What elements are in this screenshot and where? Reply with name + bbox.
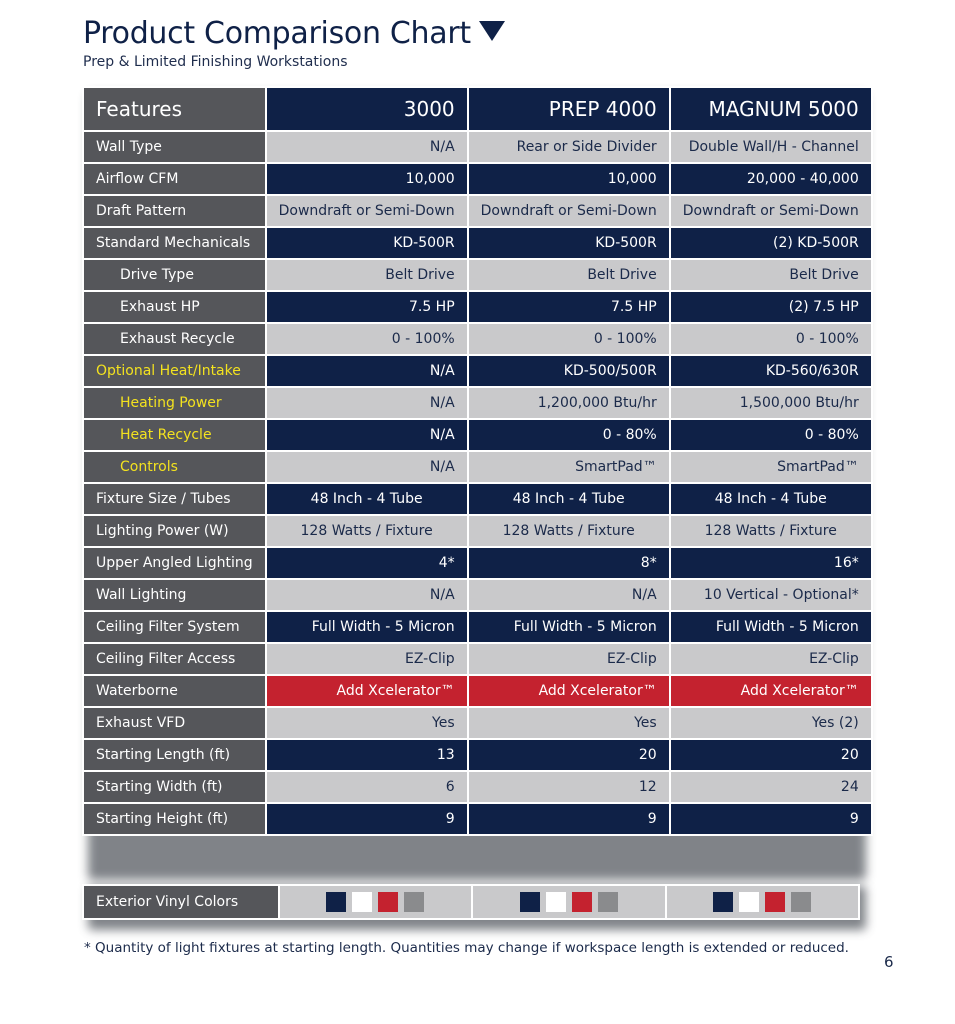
row-value: Yes (2) [670,707,872,739]
vinyl-colors-table-wrap [82,884,860,920]
row-value: N/A [266,579,468,611]
row-label: Airflow CFM [83,163,266,195]
vinyl-colors-table [82,884,860,920]
row-value: Belt Drive [670,259,872,291]
row-label: Draft Pattern [83,195,266,227]
row-value: 20,000 - 40,000 [670,163,872,195]
table-row [83,707,872,739]
row-label: Exhaust HP [83,291,266,323]
row-value: N/A [266,387,468,419]
row-value: 9 [468,803,670,835]
row-value: 9 [266,803,468,835]
page-number: 6 [884,953,894,971]
color-swatch [378,892,398,912]
color-swatch [572,892,592,912]
color-swatch [598,892,618,912]
row-value: Full Width - 5 Micron [468,611,670,643]
color-swatch [546,892,566,912]
row-label: Exhaust VFD [83,707,266,739]
row-value: N/A [266,131,468,163]
row-value: SmartPad™ [468,451,670,483]
comparison-table-wrap [82,86,860,836]
table-row [83,643,872,675]
row-value: EZ-Clip [670,643,872,675]
row-value: 20 [670,739,872,771]
row-value: 0 - 80% [670,419,872,451]
table-row [83,387,872,419]
row-value: 12 [468,771,670,803]
color-swatch [352,892,372,912]
row-value: 48 Inch - 4 Tube [266,483,468,515]
row-value: N/A [468,579,670,611]
vinyl-swatch-cell [666,885,859,919]
row-label: Waterborne [83,675,266,707]
row-value: 16* [670,547,872,579]
page-title: Product Comparison Chart [83,16,505,51]
row-label: Fixture Size / Tubes [83,483,266,515]
vinyl-swatch-cell [472,885,665,919]
vinyl-colors-row [83,885,859,919]
row-label: Optional Heat/Intake [83,355,266,387]
row-value: KD-500R [266,227,468,259]
row-value: N/A [266,419,468,451]
color-swatch [404,892,424,912]
row-value: 48 Inch - 4 Tube [468,483,670,515]
row-label: Heat Recycle [83,419,266,451]
row-value: 9 [670,803,872,835]
row-value: Full Width - 5 Micron [670,611,872,643]
row-value: 10,000 [468,163,670,195]
table-row [83,483,872,515]
row-value: 7.5 HP [468,291,670,323]
row-value: Full Width - 5 Micron [266,611,468,643]
table-row [83,163,872,195]
table-row [83,675,872,707]
row-label: Controls [83,451,266,483]
row-value: 48 Inch - 4 Tube [670,483,872,515]
footnote: * Quantity of light fixtures at starting length. Quantities may change if workspace length is extended or reduced. [84,940,849,956]
row-value: KD-500/500R [468,355,670,387]
row-value: Yes [266,707,468,739]
row-label: Ceiling Filter System [83,611,266,643]
row-value: 4* [266,547,468,579]
row-label: Standard Mechanicals [83,227,266,259]
row-value: Belt Drive [266,259,468,291]
row-label: Starting Length (ft) [83,739,266,771]
vinyl-colors-label: Exterior Vinyl Colors [83,885,279,919]
row-value: Downdraft or Semi-Down [468,195,670,227]
row-value: (2) 7.5 HP [670,291,872,323]
row-value: Downdraft or Semi-Down [266,195,468,227]
row-value: Double Wall/H - Channel [670,131,872,163]
row-value: 10,000 [266,163,468,195]
column-header-3000: 3000 [266,87,468,131]
table-row [83,355,872,387]
row-value: 1,200,000 Btu/hr [468,387,670,419]
row-value: (2) KD-500R [670,227,872,259]
row-value: Belt Drive [468,259,670,291]
table-row [83,547,872,579]
row-value: Downdraft or Semi-Down [670,195,872,227]
row-value: 8* [468,547,670,579]
table-row [83,611,872,643]
row-label: Starting Height (ft) [83,803,266,835]
row-value: 0 - 100% [468,323,670,355]
row-value: Add Xcelerator™ [670,675,872,707]
row-label: Wall Type [83,131,266,163]
row-label: Lighting Power (W) [83,515,266,547]
table-row [83,771,872,803]
row-value: 7.5 HP [266,291,468,323]
row-value: Rear or Side Divider [468,131,670,163]
color-swatch [713,892,733,912]
color-swatch [326,892,346,912]
table-row [83,451,872,483]
table-row [83,323,872,355]
color-swatch [520,892,540,912]
table-row [83,131,872,163]
column-header-magnum-5000: MAGNUM 5000 [670,87,872,131]
row-value: 20 [468,739,670,771]
row-label: Upper Angled Lighting [83,547,266,579]
row-value: 0 - 100% [266,323,468,355]
row-value: Add Xcelerator™ [266,675,468,707]
row-label: Heating Power [83,387,266,419]
row-value: 0 - 80% [468,419,670,451]
row-value: 6 [266,771,468,803]
color-swatch [791,892,811,912]
row-label: Wall Lighting [83,579,266,611]
row-value: 1,500,000 Btu/hr [670,387,872,419]
row-value: Yes [468,707,670,739]
table-row [83,739,872,771]
color-swatch [739,892,759,912]
row-label: Starting Width (ft) [83,771,266,803]
triangle-down-icon [479,21,505,41]
row-value: N/A [266,355,468,387]
comparison-table [82,86,873,836]
row-value: KD-560/630R [670,355,872,387]
row-value: N/A [266,451,468,483]
color-swatch [765,892,785,912]
table-row [83,515,872,547]
row-value: 24 [670,771,872,803]
table-row [83,579,872,611]
row-value: Add Xcelerator™ [468,675,670,707]
page-subtitle: Prep & Limited Finishing Workstations [83,54,348,70]
row-value: EZ-Clip [266,643,468,675]
table-row [83,419,872,451]
column-header-features: Features [83,87,266,131]
row-value: 128 Watts / Fixture [670,515,872,547]
vinyl-swatch-cell [279,885,472,919]
row-value: EZ-Clip [468,643,670,675]
table-row [83,227,872,259]
row-value: KD-500R [468,227,670,259]
table-row [83,803,872,835]
row-value: 10 Vertical - Optional* [670,579,872,611]
row-label: Drive Type [83,259,266,291]
table-header-row [83,87,872,131]
row-label: Exhaust Recycle [83,323,266,355]
row-value: SmartPad™ [670,451,872,483]
table-row [83,291,872,323]
row-value: 128 Watts / Fixture [266,515,468,547]
row-value: 0 - 100% [670,323,872,355]
column-header-prep-4000: PREP 4000 [468,87,670,131]
row-value: 128 Watts / Fixture [468,515,670,547]
table-row [83,195,872,227]
table-row [83,259,872,291]
row-label: Ceiling Filter Access [83,643,266,675]
row-value: 13 [266,739,468,771]
